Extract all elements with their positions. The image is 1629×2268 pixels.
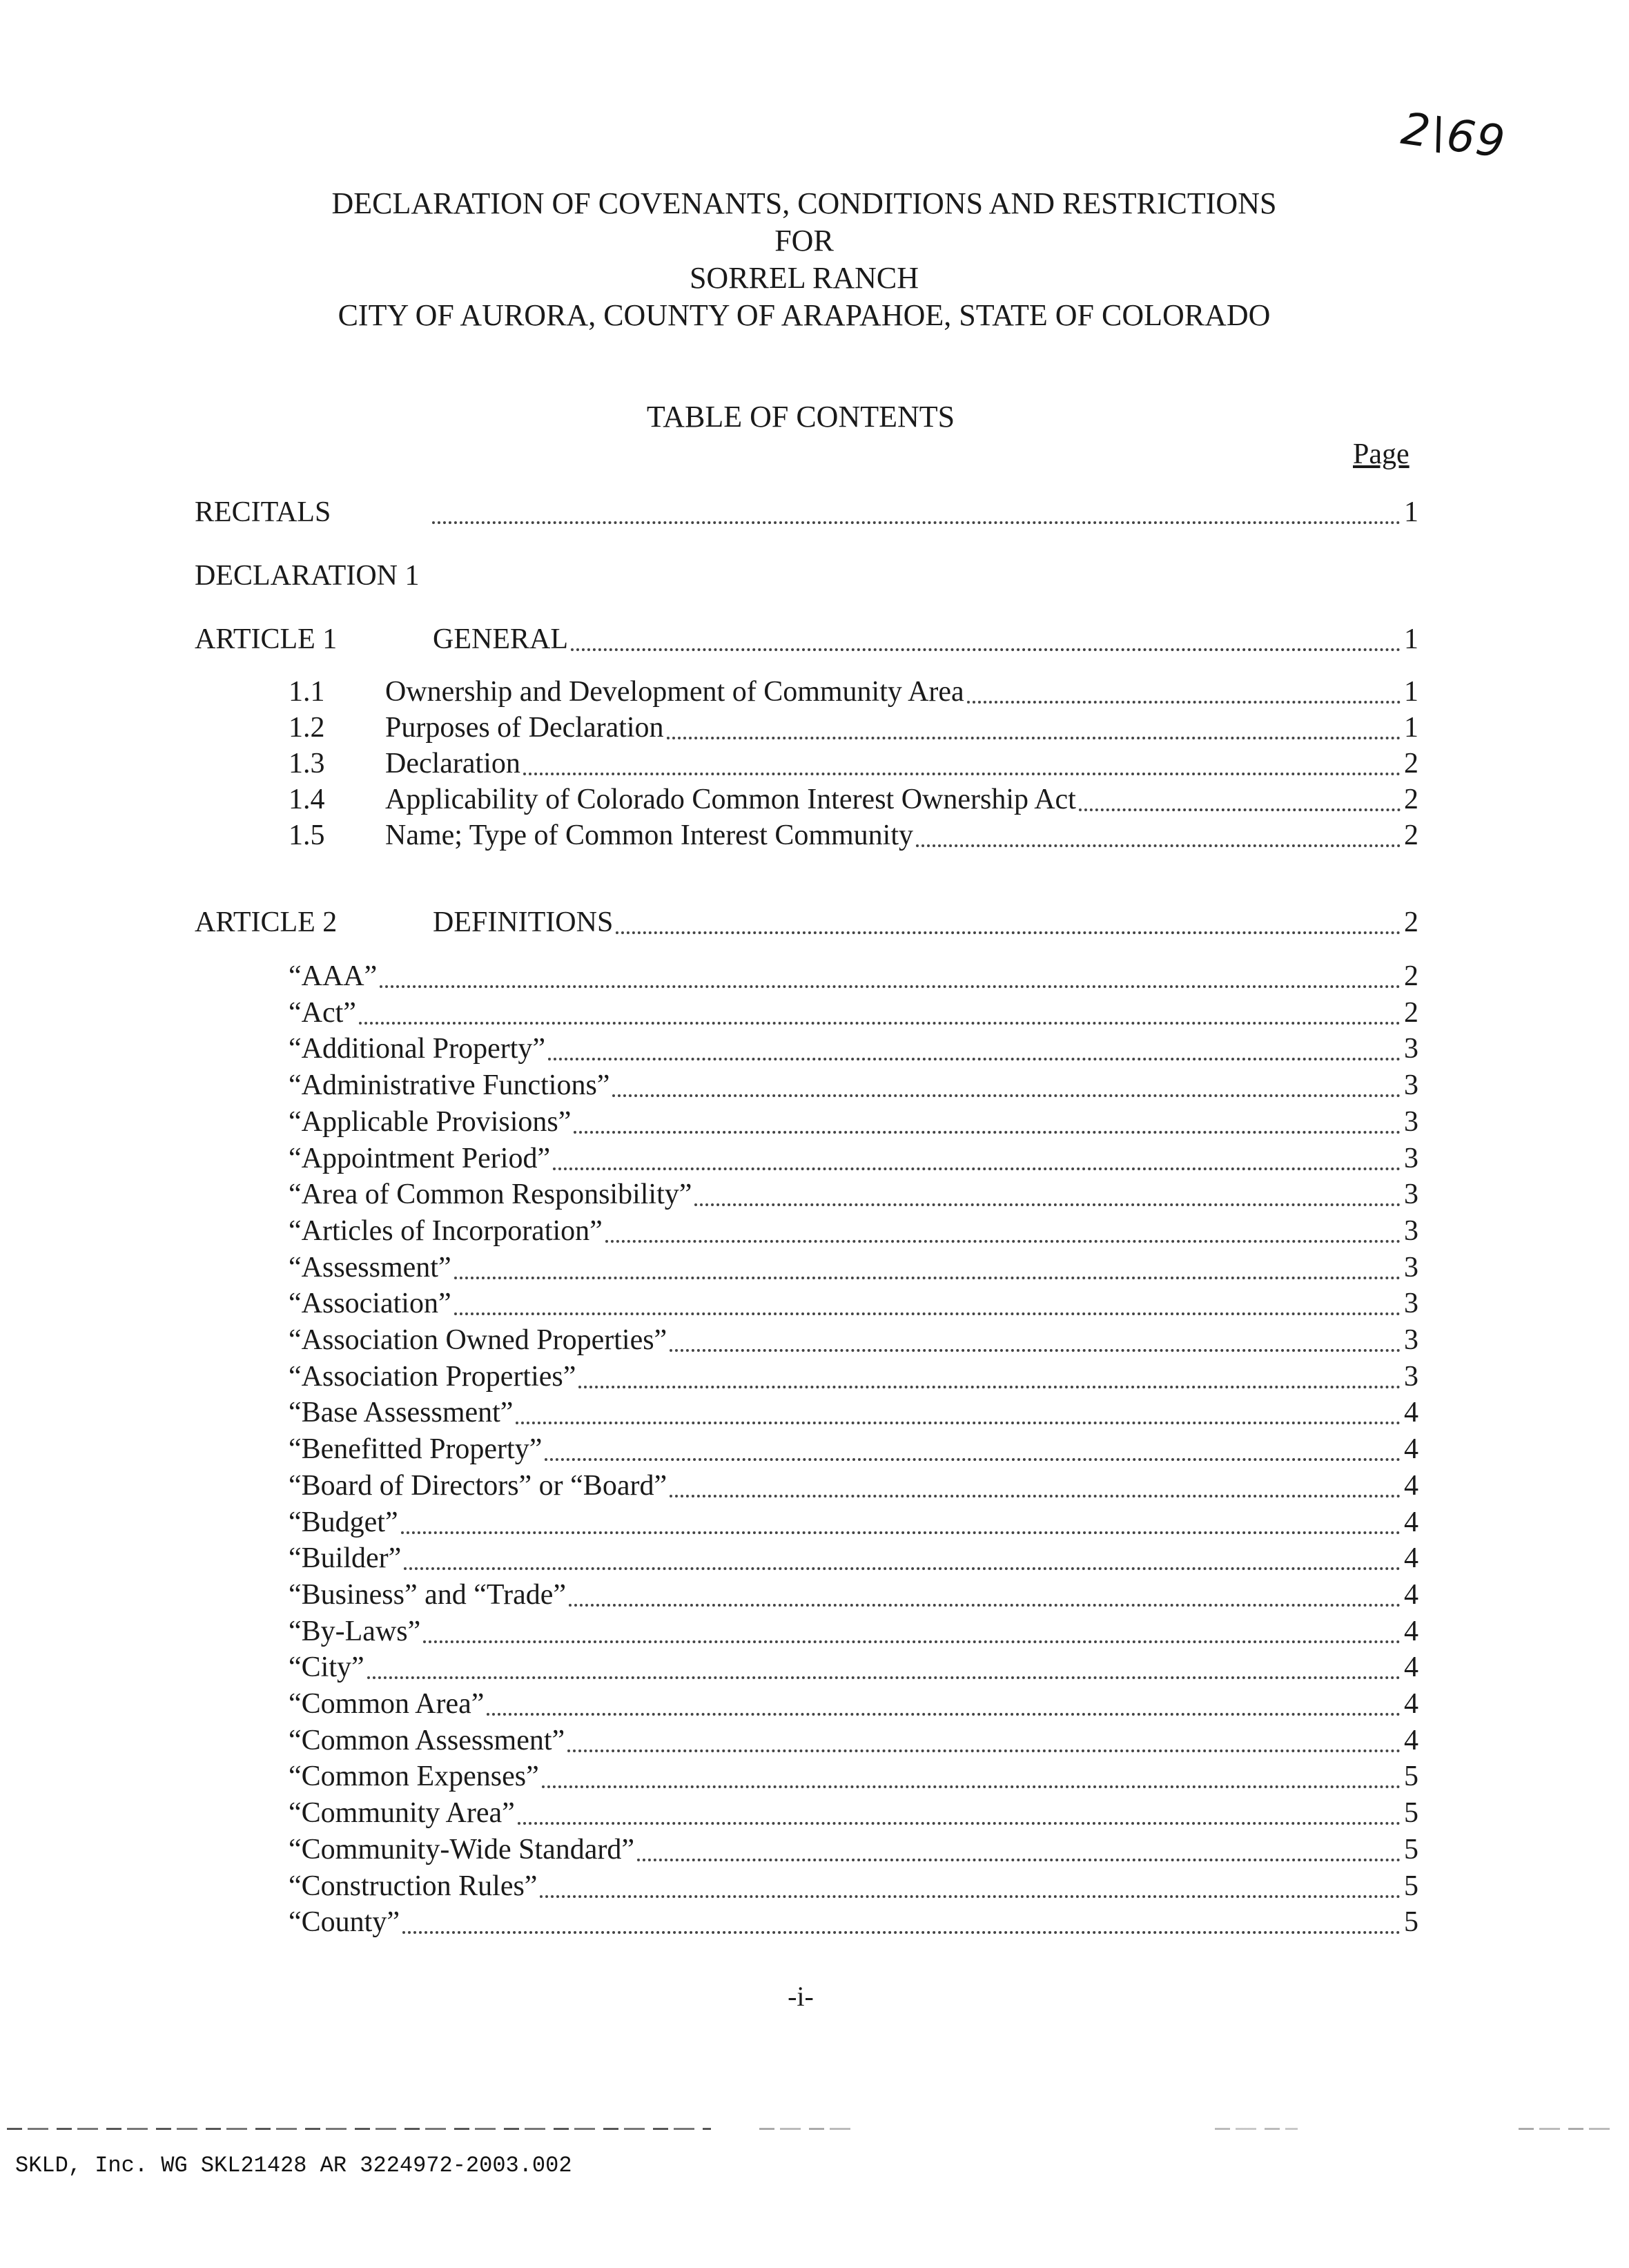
dot-leader	[516, 1415, 1401, 1424]
entry-page-number: 4	[1404, 1688, 1418, 1720]
toc-definition-entry	[289, 1469, 1418, 1502]
toc-definition-entry	[289, 1724, 1418, 1757]
entry-label: “Additional Property”	[289, 1033, 546, 1065]
dot-leader	[518, 1815, 1401, 1825]
toc-definition-entry	[289, 1032, 1418, 1065]
entry-number: 1.5	[289, 820, 325, 851]
entry-label: RECITALS	[195, 496, 331, 528]
entry-label: “Budget”	[289, 1506, 398, 1538]
toc-entry-article-1	[195, 623, 1418, 656]
dot-leader	[367, 1669, 1401, 1679]
toc-definition-entry	[289, 1360, 1418, 1393]
dot-leader	[569, 1597, 1401, 1607]
entry-label: “Appointment Period”	[289, 1143, 551, 1174]
dot-leader	[694, 1196, 1401, 1206]
dot-leader	[487, 1706, 1401, 1716]
entry-number: ARTICLE 1	[195, 623, 338, 655]
dot-leader	[404, 1560, 1401, 1570]
entry-label: “Builder”	[289, 1542, 402, 1574]
toc-definition-entry	[289, 1251, 1418, 1284]
entry-label: “Applicable Provisions”	[289, 1106, 572, 1138]
entry-page-number: 2	[1404, 748, 1418, 779]
toc-definition-entry	[289, 1651, 1418, 1684]
toc-definition-entry	[289, 1105, 1418, 1138]
toc-entry-declaration	[195, 559, 1418, 592]
entry-page-number: 3	[1404, 1361, 1418, 1393]
entry-page-number: 4	[1404, 1470, 1418, 1502]
entry-page-number: 4	[1404, 1506, 1418, 1538]
title-line-2: FOR	[774, 224, 834, 258]
dot-leader	[967, 694, 1401, 704]
toc-definition-entry	[289, 1142, 1418, 1175]
entry-page-number: 5	[1404, 1797, 1418, 1829]
entry-page-number: 2	[1404, 907, 1418, 938]
toc-section-entry	[289, 747, 1418, 780]
entry-page-number: 3	[1404, 1106, 1418, 1138]
entry-page-number: 3	[1404, 1252, 1418, 1283]
entry-page-number: 3	[1404, 1324, 1418, 1356]
entry-label: “Common Expenses”	[289, 1761, 539, 1792]
dot-leader	[553, 1161, 1401, 1170]
toc-definition-entry	[289, 1324, 1418, 1357]
dot-leader	[523, 766, 1401, 775]
dot-leader	[1079, 802, 1401, 811]
dot-leader	[401, 1524, 1401, 1534]
dot-leader	[667, 730, 1401, 739]
toc-definition-entry	[289, 1906, 1418, 1939]
toc-definition-entry	[289, 1796, 1418, 1830]
toc-definition-entry	[289, 1687, 1418, 1721]
entry-label: “County”	[289, 1906, 400, 1938]
entry-label: Name; Type of Common Interest Community	[385, 820, 914, 851]
dot-leader	[540, 1888, 1401, 1898]
entry-page-number: 3	[1404, 1179, 1418, 1210]
entry-label: “Community-Wide Standard”	[289, 1834, 635, 1865]
scan-artifact-line	[759, 2128, 856, 2130]
toc-definition-entry	[289, 1615, 1418, 1648]
title-line-3: SORREL RANCH	[689, 261, 919, 295]
toc-definition-entry	[289, 1506, 1418, 1539]
scan-artifact-line	[1215, 2128, 1298, 2130]
entry-label: “Association”	[289, 1288, 451, 1319]
entry-label: “Association Properties”	[289, 1361, 576, 1393]
entry-page-number: 3	[1404, 1288, 1418, 1319]
entry-label: “Act”	[289, 997, 356, 1029]
dot-leader	[359, 1015, 1401, 1025]
entry-page-number: 4	[1404, 1725, 1418, 1756]
entry-label: DECLARATION 1	[195, 560, 420, 592]
entry-label: “By-Laws”	[289, 1616, 421, 1647]
entry-page-number: 3	[1404, 1033, 1418, 1065]
page-number: -i-	[788, 1981, 814, 2012]
entry-label: “Business” and “Trade”	[289, 1579, 567, 1611]
dot-leader	[637, 1852, 1401, 1861]
entry-page-number: 2	[1404, 784, 1418, 815]
entry-page-number: 5	[1404, 1906, 1418, 1938]
entry-number: 1.1	[289, 676, 325, 708]
entry-page-number: 4	[1404, 1616, 1418, 1647]
entry-number: ARTICLE 2	[195, 907, 338, 938]
dot-leader	[567, 1743, 1401, 1752]
entry-number: 1.4	[289, 784, 325, 815]
entry-label: “Common Area”	[289, 1688, 485, 1720]
dot-leader	[574, 1124, 1401, 1134]
scan-artifact-line	[1519, 2128, 1615, 2130]
document-title	[0, 185, 1629, 334]
entry-page-number: 3	[1404, 1069, 1418, 1101]
title-line-4: CITY OF AURORA, COUNTY OF ARAPAHOE, STATE OF COLORADO	[338, 298, 1271, 332]
page-column-label: Page	[1353, 438, 1409, 470]
entry-page-number: 4	[1404, 1579, 1418, 1611]
entry-label: Ownership and Development of Community Area	[385, 676, 964, 708]
entry-label: “Benefitted Property”	[289, 1433, 543, 1465]
entry-page-number: 1	[1404, 676, 1418, 708]
toc-definition-entry	[289, 1833, 1418, 1866]
entry-label: “Community Area”	[289, 1797, 515, 1829]
footer-stamp: SKLD, Inc. WG SKL21428 AR 3224972-2003.002	[15, 2153, 572, 2178]
toc-definition-entry	[289, 1433, 1418, 1466]
entry-page-number: 5	[1404, 1870, 1418, 1902]
dot-leader	[571, 641, 1401, 651]
dot-leader	[542, 1778, 1401, 1788]
toc-definition-entry	[289, 1578, 1418, 1611]
entry-label: “Assessment”	[289, 1252, 451, 1283]
toc-section-entry	[289, 783, 1418, 816]
entry-label: “Articles of Incorporation”	[289, 1215, 603, 1247]
toc-entry-recitals	[195, 496, 1418, 529]
toc-section-entry	[289, 711, 1418, 744]
entry-page-number: 5	[1404, 1761, 1418, 1792]
dot-leader	[380, 978, 1401, 988]
toc-definition-entry	[289, 1396, 1418, 1429]
toc-definition-entry	[289, 996, 1418, 1029]
entry-page-number: 4	[1404, 1542, 1418, 1574]
toc-definition-entry	[289, 1287, 1418, 1320]
dot-leader	[916, 837, 1401, 847]
entry-label: DEFINITIONS	[433, 907, 614, 938]
toc-definition-entry	[289, 1870, 1418, 1903]
entry-label: Purposes of Declaration	[385, 712, 664, 744]
toc-definition-entry	[289, 1542, 1418, 1575]
entry-page-number: 1	[1404, 496, 1418, 528]
entry-label: “City”	[289, 1651, 364, 1683]
entry-label: “Area of Common Responsibility”	[289, 1179, 692, 1210]
handwritten-note: 2\69	[1398, 103, 1510, 169]
title-line-1: DECLARATION OF COVENANTS, CONDITIONS AND RESTRICTIONS	[331, 186, 1277, 220]
entry-page-number: 2	[1404, 960, 1418, 992]
entry-page-number: 5	[1404, 1834, 1418, 1865]
toc-entry-article-2	[195, 906, 1418, 939]
dot-leader	[432, 514, 1401, 524]
dot-leader	[545, 1451, 1401, 1461]
entry-label: GENERAL	[433, 623, 568, 655]
dot-leader	[578, 1379, 1401, 1388]
entry-label: “Administrative Functions”	[289, 1069, 610, 1101]
dot-leader	[423, 1634, 1401, 1643]
entry-page-number: 3	[1404, 1215, 1418, 1247]
toc-section-entry	[289, 819, 1418, 852]
entry-page-number: 1	[1404, 712, 1418, 744]
entry-number: 1.3	[289, 748, 325, 779]
entry-page-number: 1	[1404, 623, 1418, 655]
scan-artifact-line	[7, 2128, 711, 2130]
dot-leader	[454, 1270, 1401, 1279]
entry-label: “AAA”	[289, 960, 378, 992]
entry-label: “Association Owned Properties”	[289, 1324, 667, 1356]
dot-leader	[670, 1488, 1401, 1498]
entry-page-number: 4	[1404, 1651, 1418, 1683]
entry-label: “Board of Directors” or “Board”	[289, 1470, 667, 1502]
entry-number: 1.2	[289, 712, 325, 744]
entry-page-number: 2	[1404, 997, 1418, 1029]
dot-leader	[548, 1051, 1401, 1060]
entry-page-number: 2	[1404, 820, 1418, 851]
toc-definition-entry	[289, 960, 1418, 993]
toc-definition-entry	[289, 1760, 1418, 1793]
entry-label: Applicability of Colorado Common Interest Ownership Act	[385, 784, 1076, 815]
entry-page-number: 4	[1404, 1397, 1418, 1428]
entry-page-number: 3	[1404, 1143, 1418, 1174]
entry-label: Declaration	[385, 748, 520, 779]
dot-leader	[454, 1306, 1401, 1315]
toc-heading: TABLE OF CONTENTS	[646, 400, 955, 434]
dot-leader	[605, 1233, 1401, 1243]
toc-section-entry	[289, 675, 1418, 708]
dot-leader	[402, 1924, 1401, 1934]
toc-definition-entry	[289, 1214, 1418, 1248]
toc-definition-entry	[289, 1069, 1418, 1102]
toc-definition-entry	[289, 1178, 1418, 1211]
entry-page-number: 4	[1404, 1433, 1418, 1465]
dot-leader	[616, 924, 1401, 934]
entry-label: “Common Assessment”	[289, 1725, 565, 1756]
entry-label: “Construction Rules”	[289, 1870, 538, 1902]
dot-leader	[612, 1087, 1401, 1097]
entry-label: “Base Assessment”	[289, 1397, 514, 1428]
dot-leader	[670, 1342, 1401, 1352]
